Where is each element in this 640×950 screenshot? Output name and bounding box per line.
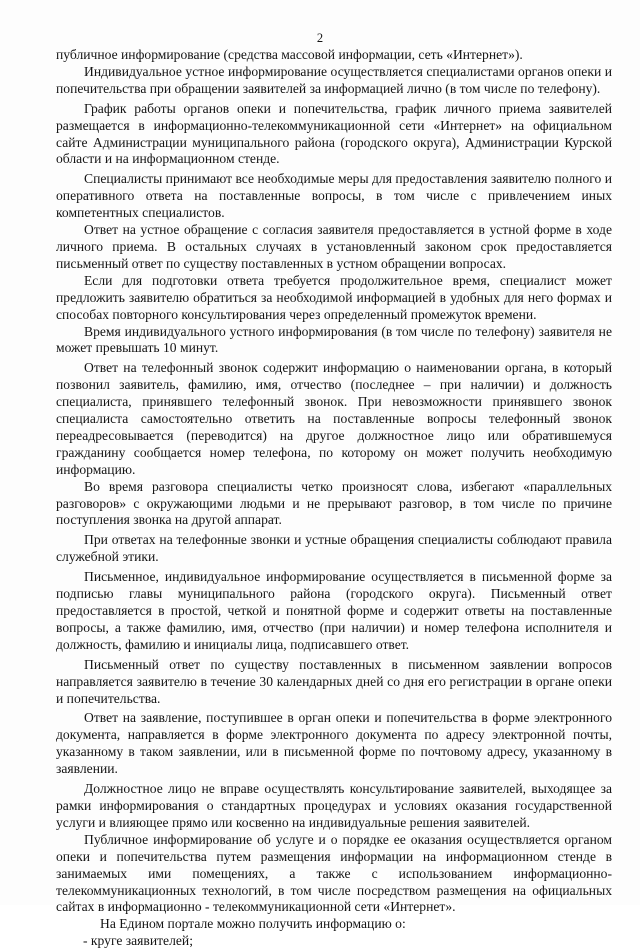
paragraph-written-answer-deadline: Письменный ответ по существу поставленных в письменном заявлении вопросов направляется заявителю в течение 30 календарных дней со дня его регистрации в органе опеки и попечительства.	[56, 656, 612, 706]
paragraph-work-schedule: График работы органов опеки и попечительства, график личного приема заявителей размещается в информационно-телекоммуникационной сети «Интернет» на официальном сайте Администрации муниципального района (городского округа), Администрации Курской области и на информационном стенде.	[56, 100, 612, 167]
paragraph-written-informing: Письменное, индивидуальное информирование осуществляется в письменной форме за подписью главы муниципального района (городского округа). Письменный ответ предоставляется в простой, четкой и понятной форме и содержит ответы на поставленные вопросы, а также фамилию, имя, отчество (при наличии) и номер телефона исполнителя и должность, фамилию и инициалы лица, подписавшего ответ.	[56, 569, 612, 652]
paragraph-long-preparation: Если для подготовки ответа требуется продолжительное время, специалист может предложить заявителю обратиться за необходимой информацией в удобных для него формах и способах повторного консультирования через определенный промежуток времени.	[56, 272, 612, 322]
paragraph-oral-request-answer: Ответ на устное обращение с согласия заявителя предоставляется в устной форме в ходе личного приема. В остальных случаях в установленный законом срок предоставляется письменный ответ по существу поставленных в устном обращении вопросах.	[56, 222, 612, 271]
paragraph-public-informing: Публичное информирование об услуге и о порядке ее оказания осуществляется органом опеки и попечительства путем размещения информации на информационном стенде в занимаемых ими помещениях, а также с использованием информационно-телекоммуникационных технологий, в том числе посредством размещения на официальных сайтах в информационно - телекоммуникационной сети «Интернет».	[56, 831, 612, 915]
paragraph-service-ethics: При ответах на телефонные звонки и устные обращения специалисты соблюдают правила служебной этики.	[56, 532, 612, 565]
paragraph-time-limit: Время индивидуального устного информирования (в том числе по телефону) заявителя не может превышать 10 минут.	[56, 323, 612, 356]
paragraph-specialists-measures: Специалисты принимают все необходимые меры для предоставления заявителю полного и оперативного ответа на поставленные вопросы, в том числе с привлечением иных компетентных специалистов.	[56, 171, 612, 221]
paragraph-continuation: публичное информирование (средства массовой информации, сеть «Интернет»).	[56, 47, 523, 62]
paragraph-consulting-limits: Должностное лицо не вправе осуществлять консультирование заявителей, выходящее за рамки информирования о стандартных процедурах и условиях оказания государственной услуги и влияющее прямо или косвенно на индивидуальные решения заявителей.	[56, 781, 612, 830]
paragraph-electronic-answer: Ответ на заявление, поступившее в орган опеки и попечительства в форме электронного документа, направляется в форме электронного документа по адресу электронной почты, указанному в таком заявлении, или в письменной форме по почтовому адресу, указанному в заявлении.	[56, 710, 612, 777]
paragraph-phone-call-answer: Ответ на телефонный звонок содержит информацию о наименовании органа, в который позвонил заявитель, фамилию, имя, отчество (последнее – при наличии) и должность специалиста, принявшего телефонный звонок. При невозможности принявшего звонок специалиста самостоятельно ответить на поставленные вопросы телефонный звонок переадресовывается (переводится) на другое должностное лицо или обратившемуся гражданину сообщается номер телефона, по которому он может получить необходимую информацию.	[56, 360, 612, 477]
paragraph-conversation-rules: Во время разговора специалисты четко произносят слова, избегают «параллельных разговоров» с окружающими людьми и не прерывают разговор, в том числе по причине поступления звонка на другой аппарат.	[56, 478, 612, 528]
page-number: 2	[316, 31, 324, 45]
paragraph-individual-oral-informing: Индивидуальное устное информирование осуществляется специалистами органов опеки и попечительства при обращении заявителей за информацией лично (в том числе по телефону).	[56, 63, 612, 96]
list-intro: На Едином портале можно получить информацию о:	[100, 916, 406, 932]
document-body	[56, 47, 612, 950]
list-item: - круге заявителей;	[83, 933, 193, 949]
